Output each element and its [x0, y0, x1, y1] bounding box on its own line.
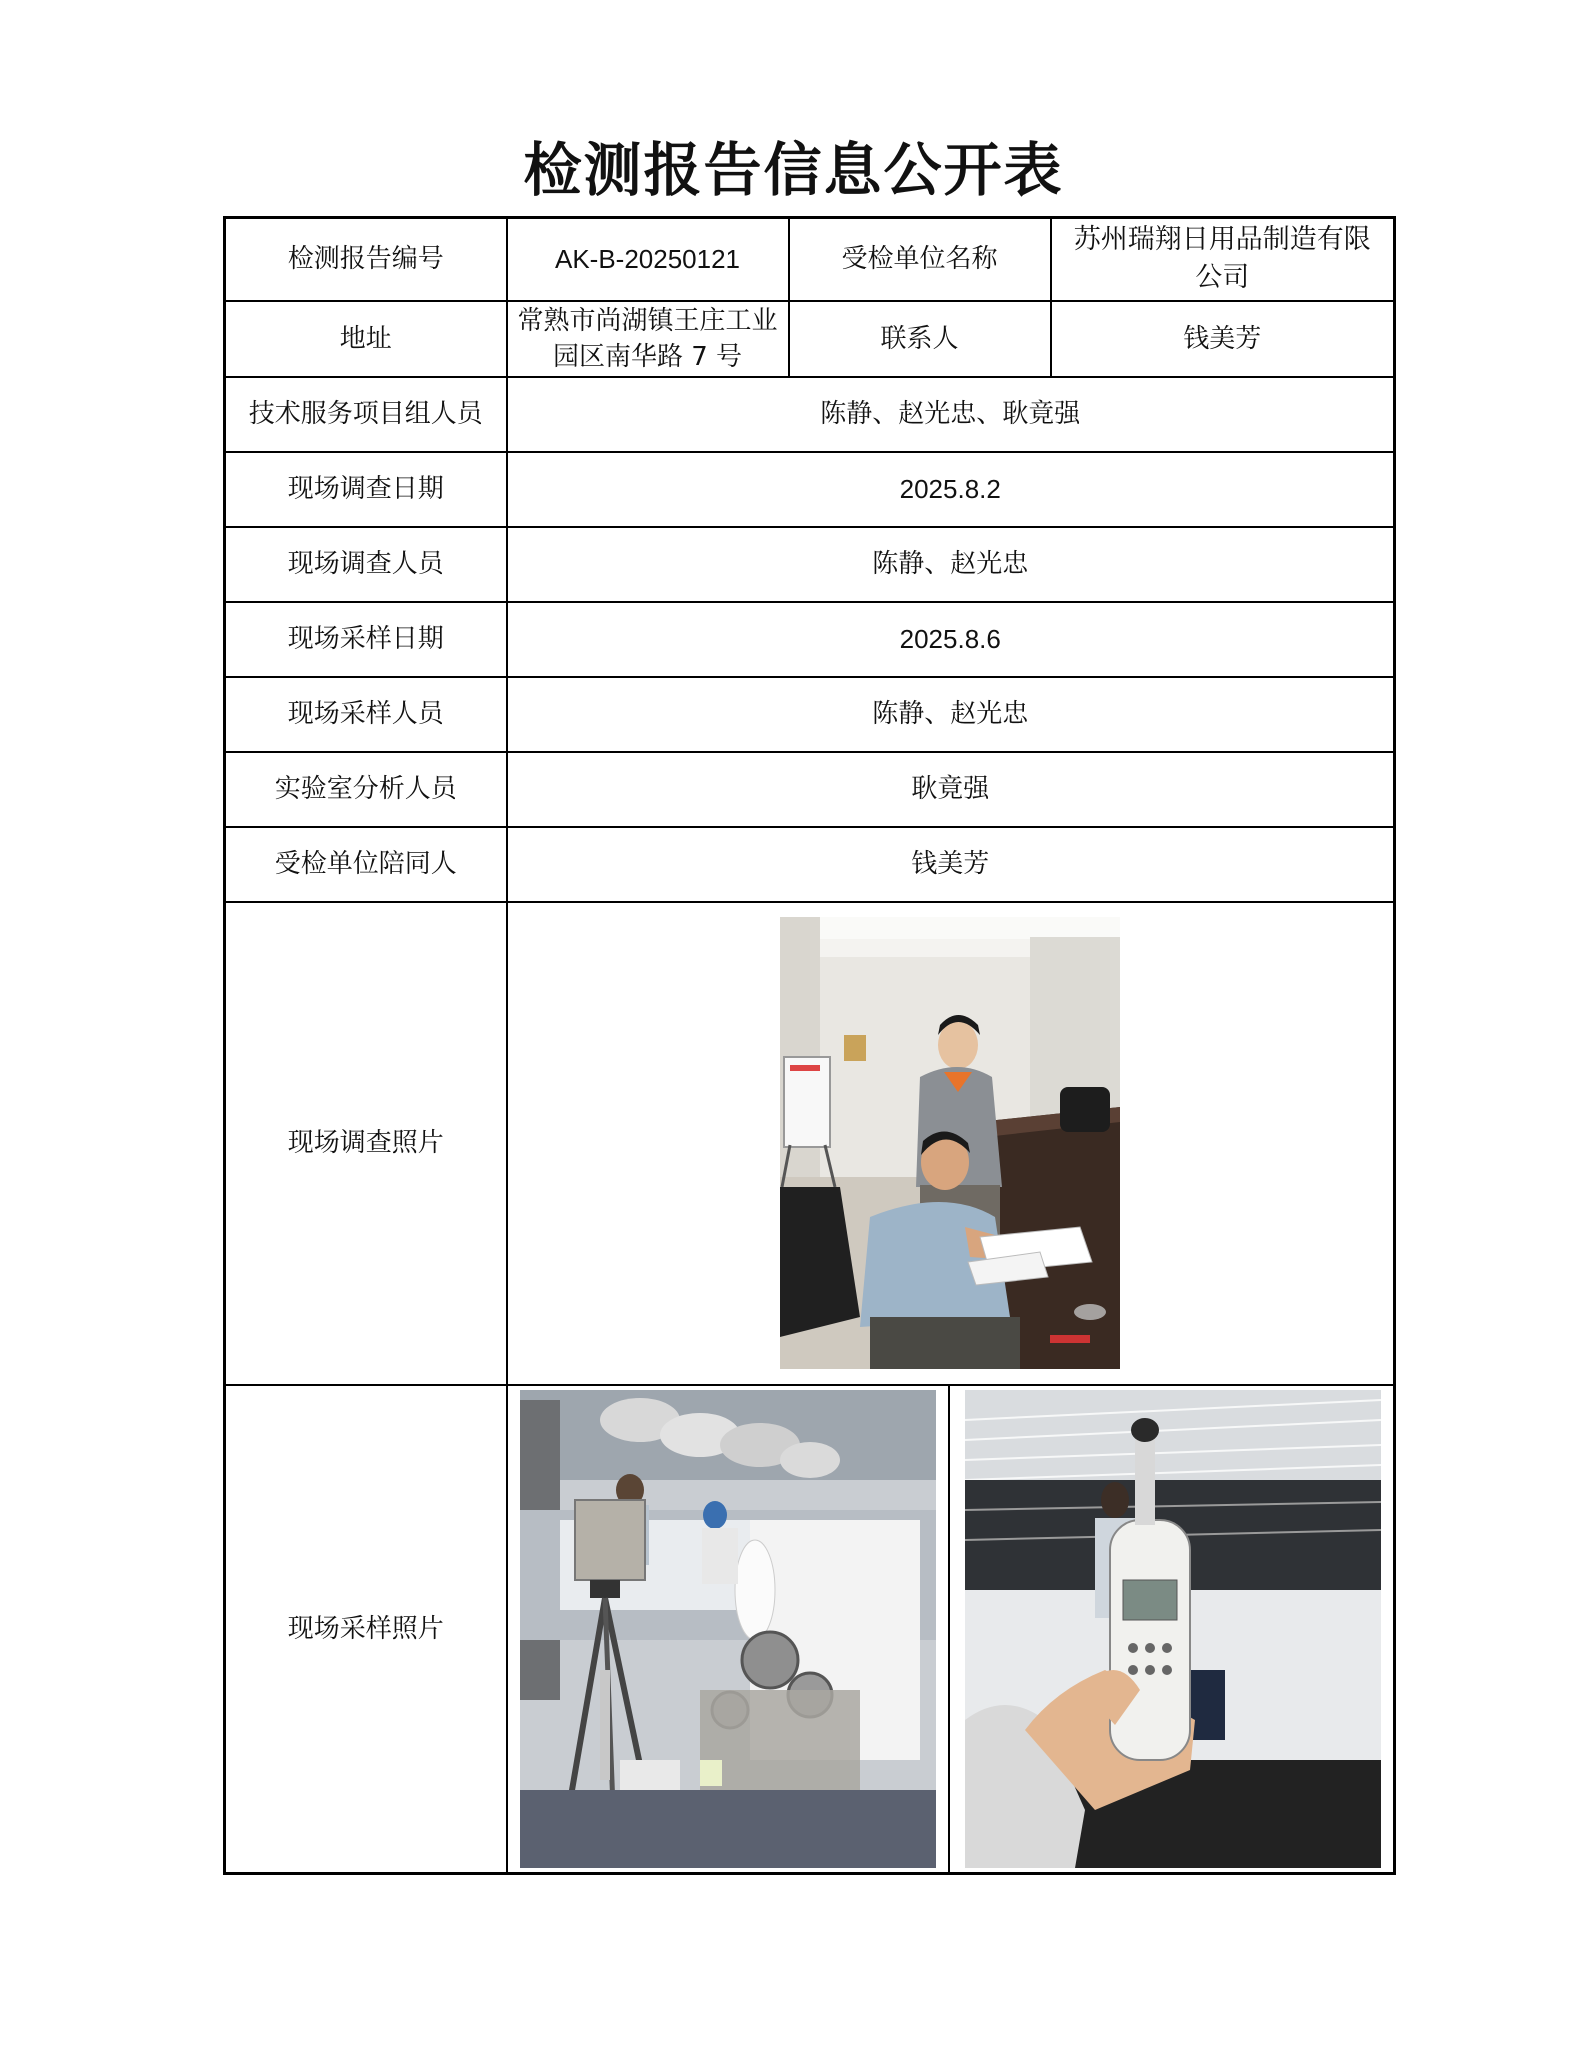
- table-row: [225, 1385, 1395, 1874]
- report-no-label: 检测报告编号: [225, 218, 507, 301]
- sampling-staff-value: 陈静、赵光忠: [507, 677, 1395, 752]
- survey-date-label: 现场调查日期: [225, 452, 507, 527]
- survey-photo-label: 现场调查照片: [225, 902, 507, 1385]
- sampling-date-label: 现场采样日期: [225, 602, 507, 677]
- table-row: [225, 218, 1395, 301]
- sampling-staff-label: 现场采样人员: [225, 677, 507, 752]
- unit-name-value: 苏州瑞翔日用品制造有限公司: [1051, 218, 1395, 301]
- photo-divider: [948, 1386, 950, 1873]
- lab-staff-label: 实验室分析人员: [225, 752, 507, 827]
- table-row: [225, 301, 1395, 377]
- survey-staff-label: 现场调查人员: [225, 527, 507, 602]
- survey-staff-value: 陈静、赵光忠: [507, 527, 1395, 602]
- sampling-photo-left: [520, 1390, 936, 1868]
- contact-label: 联系人: [789, 301, 1051, 377]
- survey-photo: [780, 917, 1120, 1369]
- report-no-value: AK-B-20250121: [507, 218, 789, 301]
- table-row: [225, 377, 1395, 452]
- escort-value: 钱美芳: [507, 827, 1395, 902]
- sampling-photo-label: 现场采样照片: [225, 1385, 507, 1874]
- table-row: [225, 827, 1395, 902]
- table-row: [225, 527, 1395, 602]
- address-value: 常熟市尚湖镇王庄工业园区南华路 7 号: [507, 301, 789, 377]
- table-row: [225, 902, 1395, 1385]
- page-title: 检测报告信息公开表: [523, 136, 1064, 204]
- survey-date-value: 2025.8.2: [507, 452, 1395, 527]
- address-label: 地址: [225, 301, 507, 377]
- table-row: [225, 752, 1395, 827]
- table-row: [225, 452, 1395, 527]
- survey-photo-cell: [507, 902, 1395, 1385]
- table-row: [225, 677, 1395, 752]
- lab-staff-value: 耿竟强: [507, 752, 1395, 827]
- table-row: [225, 602, 1395, 677]
- sampling-date-value: 2025.8.6: [507, 602, 1395, 677]
- unit-name-label: 受检单位名称: [789, 218, 1051, 301]
- escort-label: 受检单位陪同人: [225, 827, 507, 902]
- report-table: [223, 216, 1396, 1875]
- sampling-photo-right: [965, 1390, 1381, 1868]
- sampling-photo-cell: [507, 1385, 1395, 1874]
- team-label: 技术服务项目组人员: [225, 377, 507, 452]
- contact-value: 钱美芳: [1051, 301, 1395, 377]
- team-value: 陈静、赵光忠、耿竟强: [507, 377, 1395, 452]
